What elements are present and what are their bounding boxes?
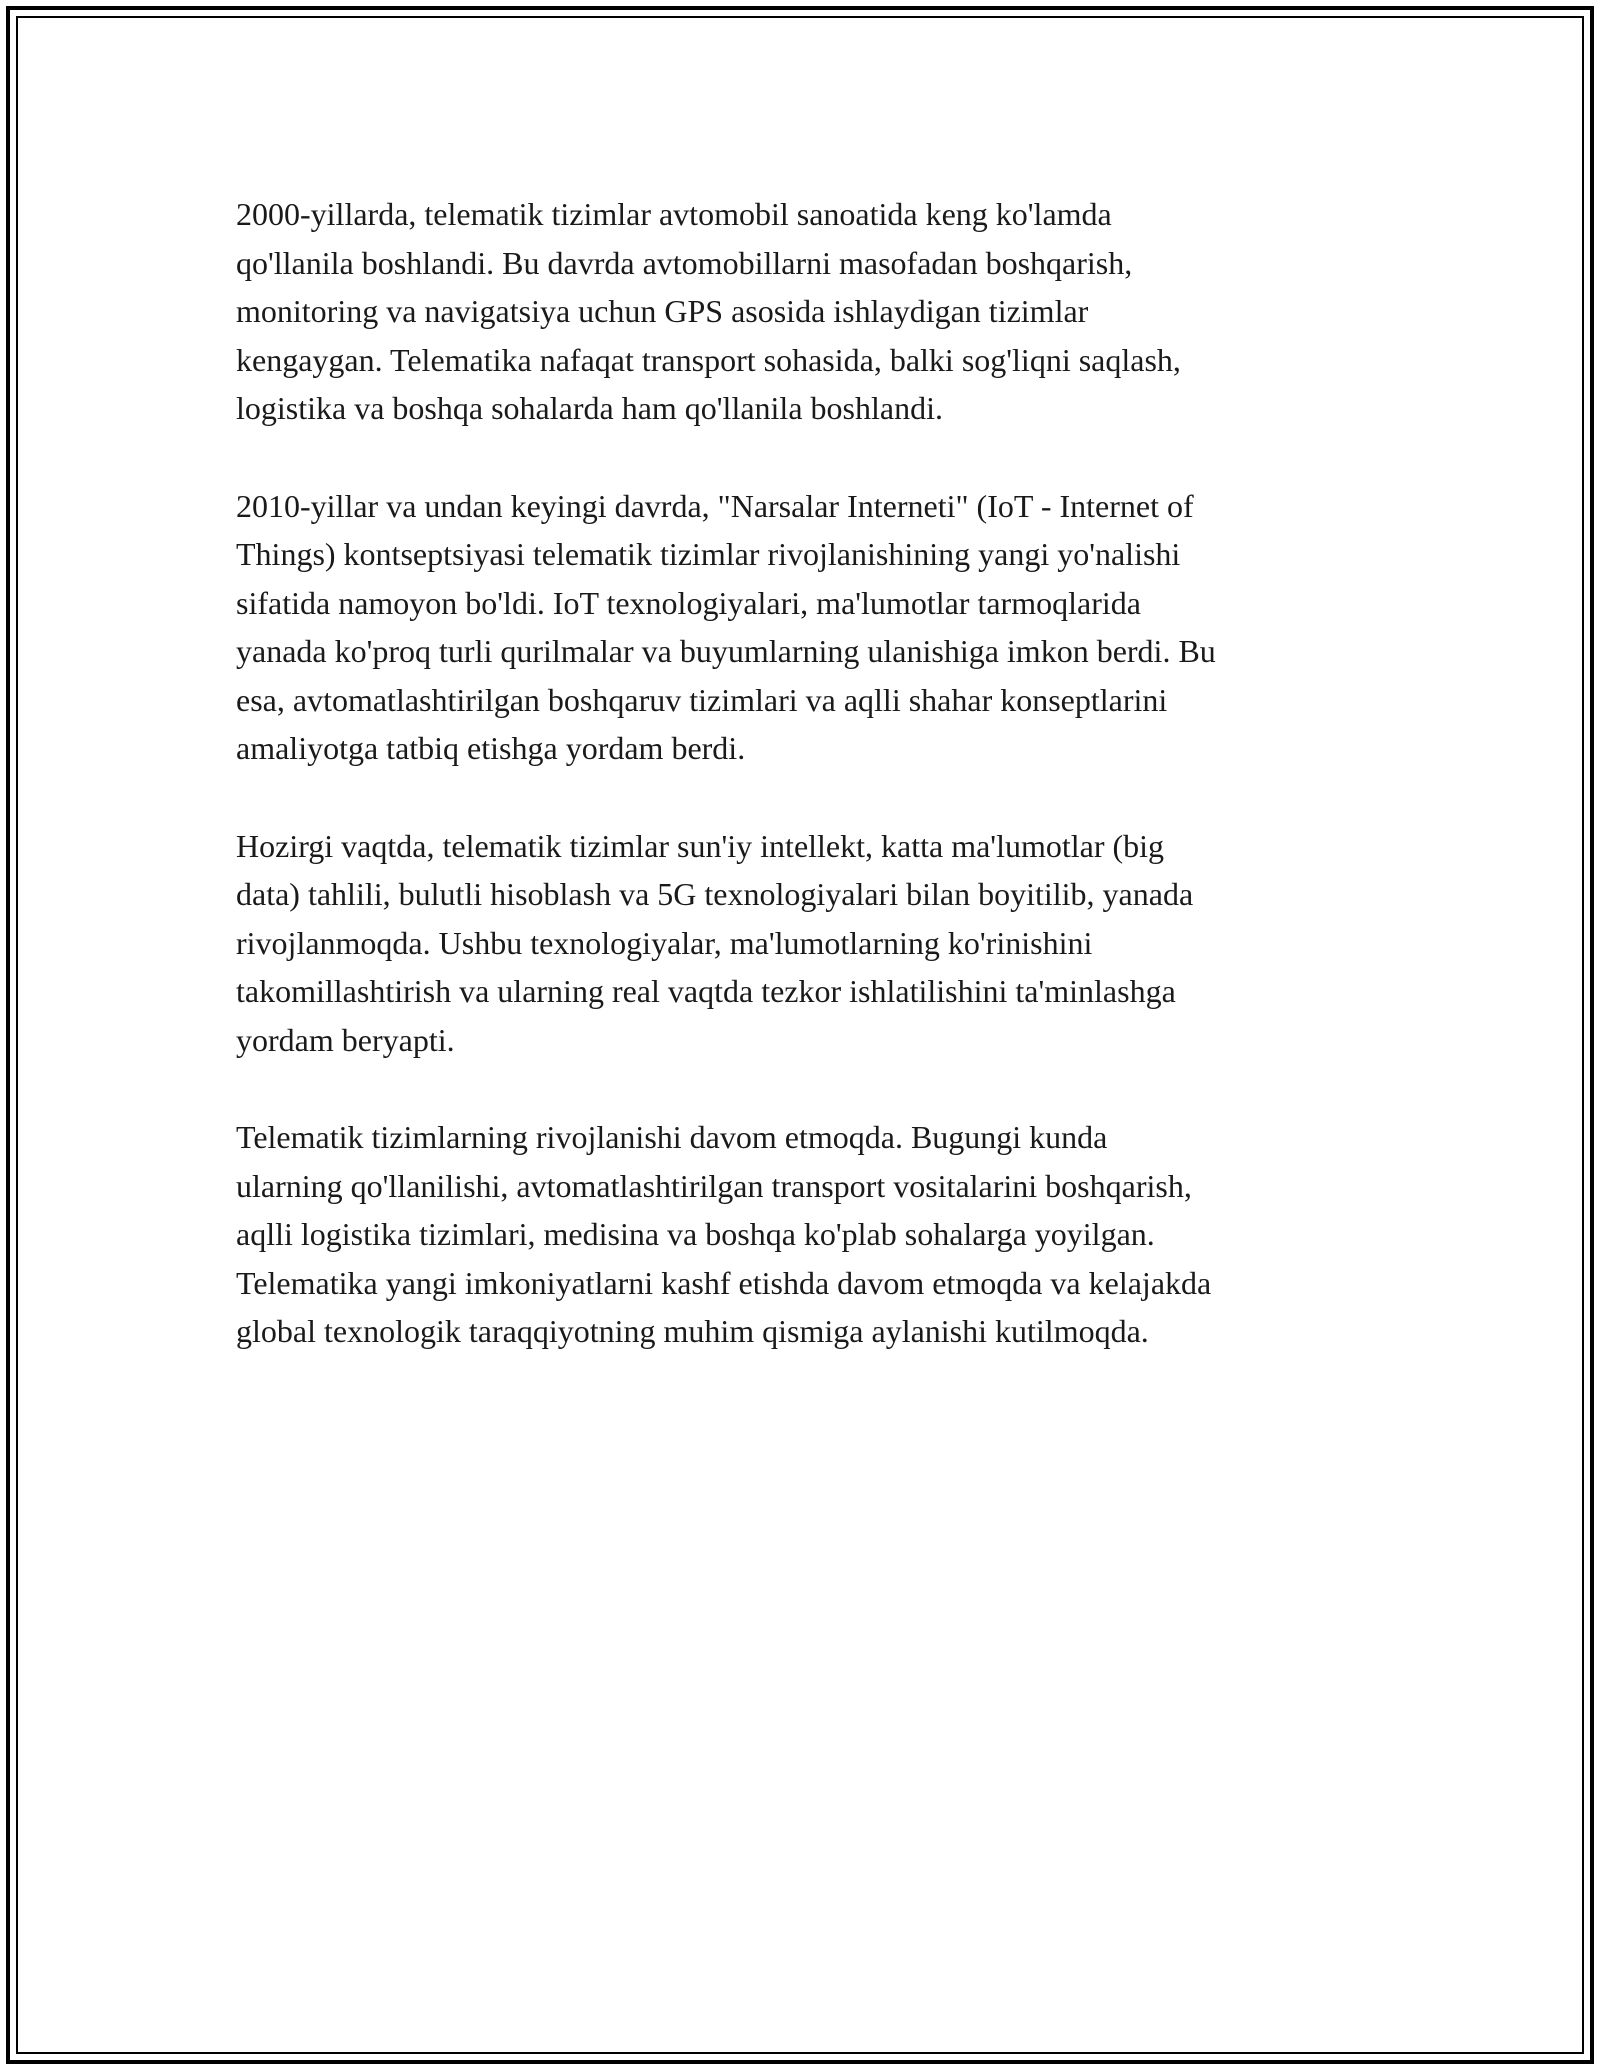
document-body (236, 190, 1366, 1405)
paragraph-2: 2010-yillar va undan keyingi davrda, "Narsalar Interneti" (IoT - Internet of Things) kontseptsiyasi telematik tizimlar rivojlanishining yangi yo'nalishi sifatida namoyon bo'ldi. IoT texnologiyalari, ma'lumotlar tarmoqlarida yanada ko'proq turli qurilmalar va buyumlarning ulanishiga imkon berdi. Bu esa, avtomatlashtirilgan boshqaruv tizimlari va aqlli shahar konseptlarini amaliyotga tatbiq etishga yordam berdi. (236, 487, 1216, 766)
paragraph-1: 2000-yillarda, telematik tizimlar avtomobil sanoatida keng ko'lamda qo'llanila boshlandi. Bu davrda avtomobillarni masofadan boshqarish, monitoring va navigatsiya uchun GPS asosida ishlaydigan tizimlar kengaygan. Telematika nafaqat transport sohasida, balki sog'liqni saqlash, logistika va boshqa sohalarda ham qo'llanila boshlandi. (236, 196, 1181, 426)
paragraph-4: Telematik tizimlarning rivojlanishi davom etmoqda. Bugungi kunda ularning qo'llanilishi, avtomatlashtirilgan transport vositalarini boshqarish, aqlli logistika tizimlari, medisina va boshqa ko'plab sohalarga yoyilgan. Telematika yangi imkoniyatlarni kashf etishda davom etmoqda va kelajakda global texnologik taraqqiyotning muhim qismiga aylanishi kutilmoqda. (236, 1119, 1212, 1349)
paragraph-3: Hozirgi vaqtda, telematik tizimlar sun'iy intellekt, katta ma'lumotlar (big data) tahlili, bulutli hisoblash va 5G texnologiyalari bilan boyitilib, yanada rivojlanmoqda. Ushbu texnologiyalar, ma'lumotlarning ko'rinishini takomillashtirish va ularning real vaqtda tezkor ishlatilishini ta'minlashga yordam beryapti. (236, 827, 1194, 1058)
